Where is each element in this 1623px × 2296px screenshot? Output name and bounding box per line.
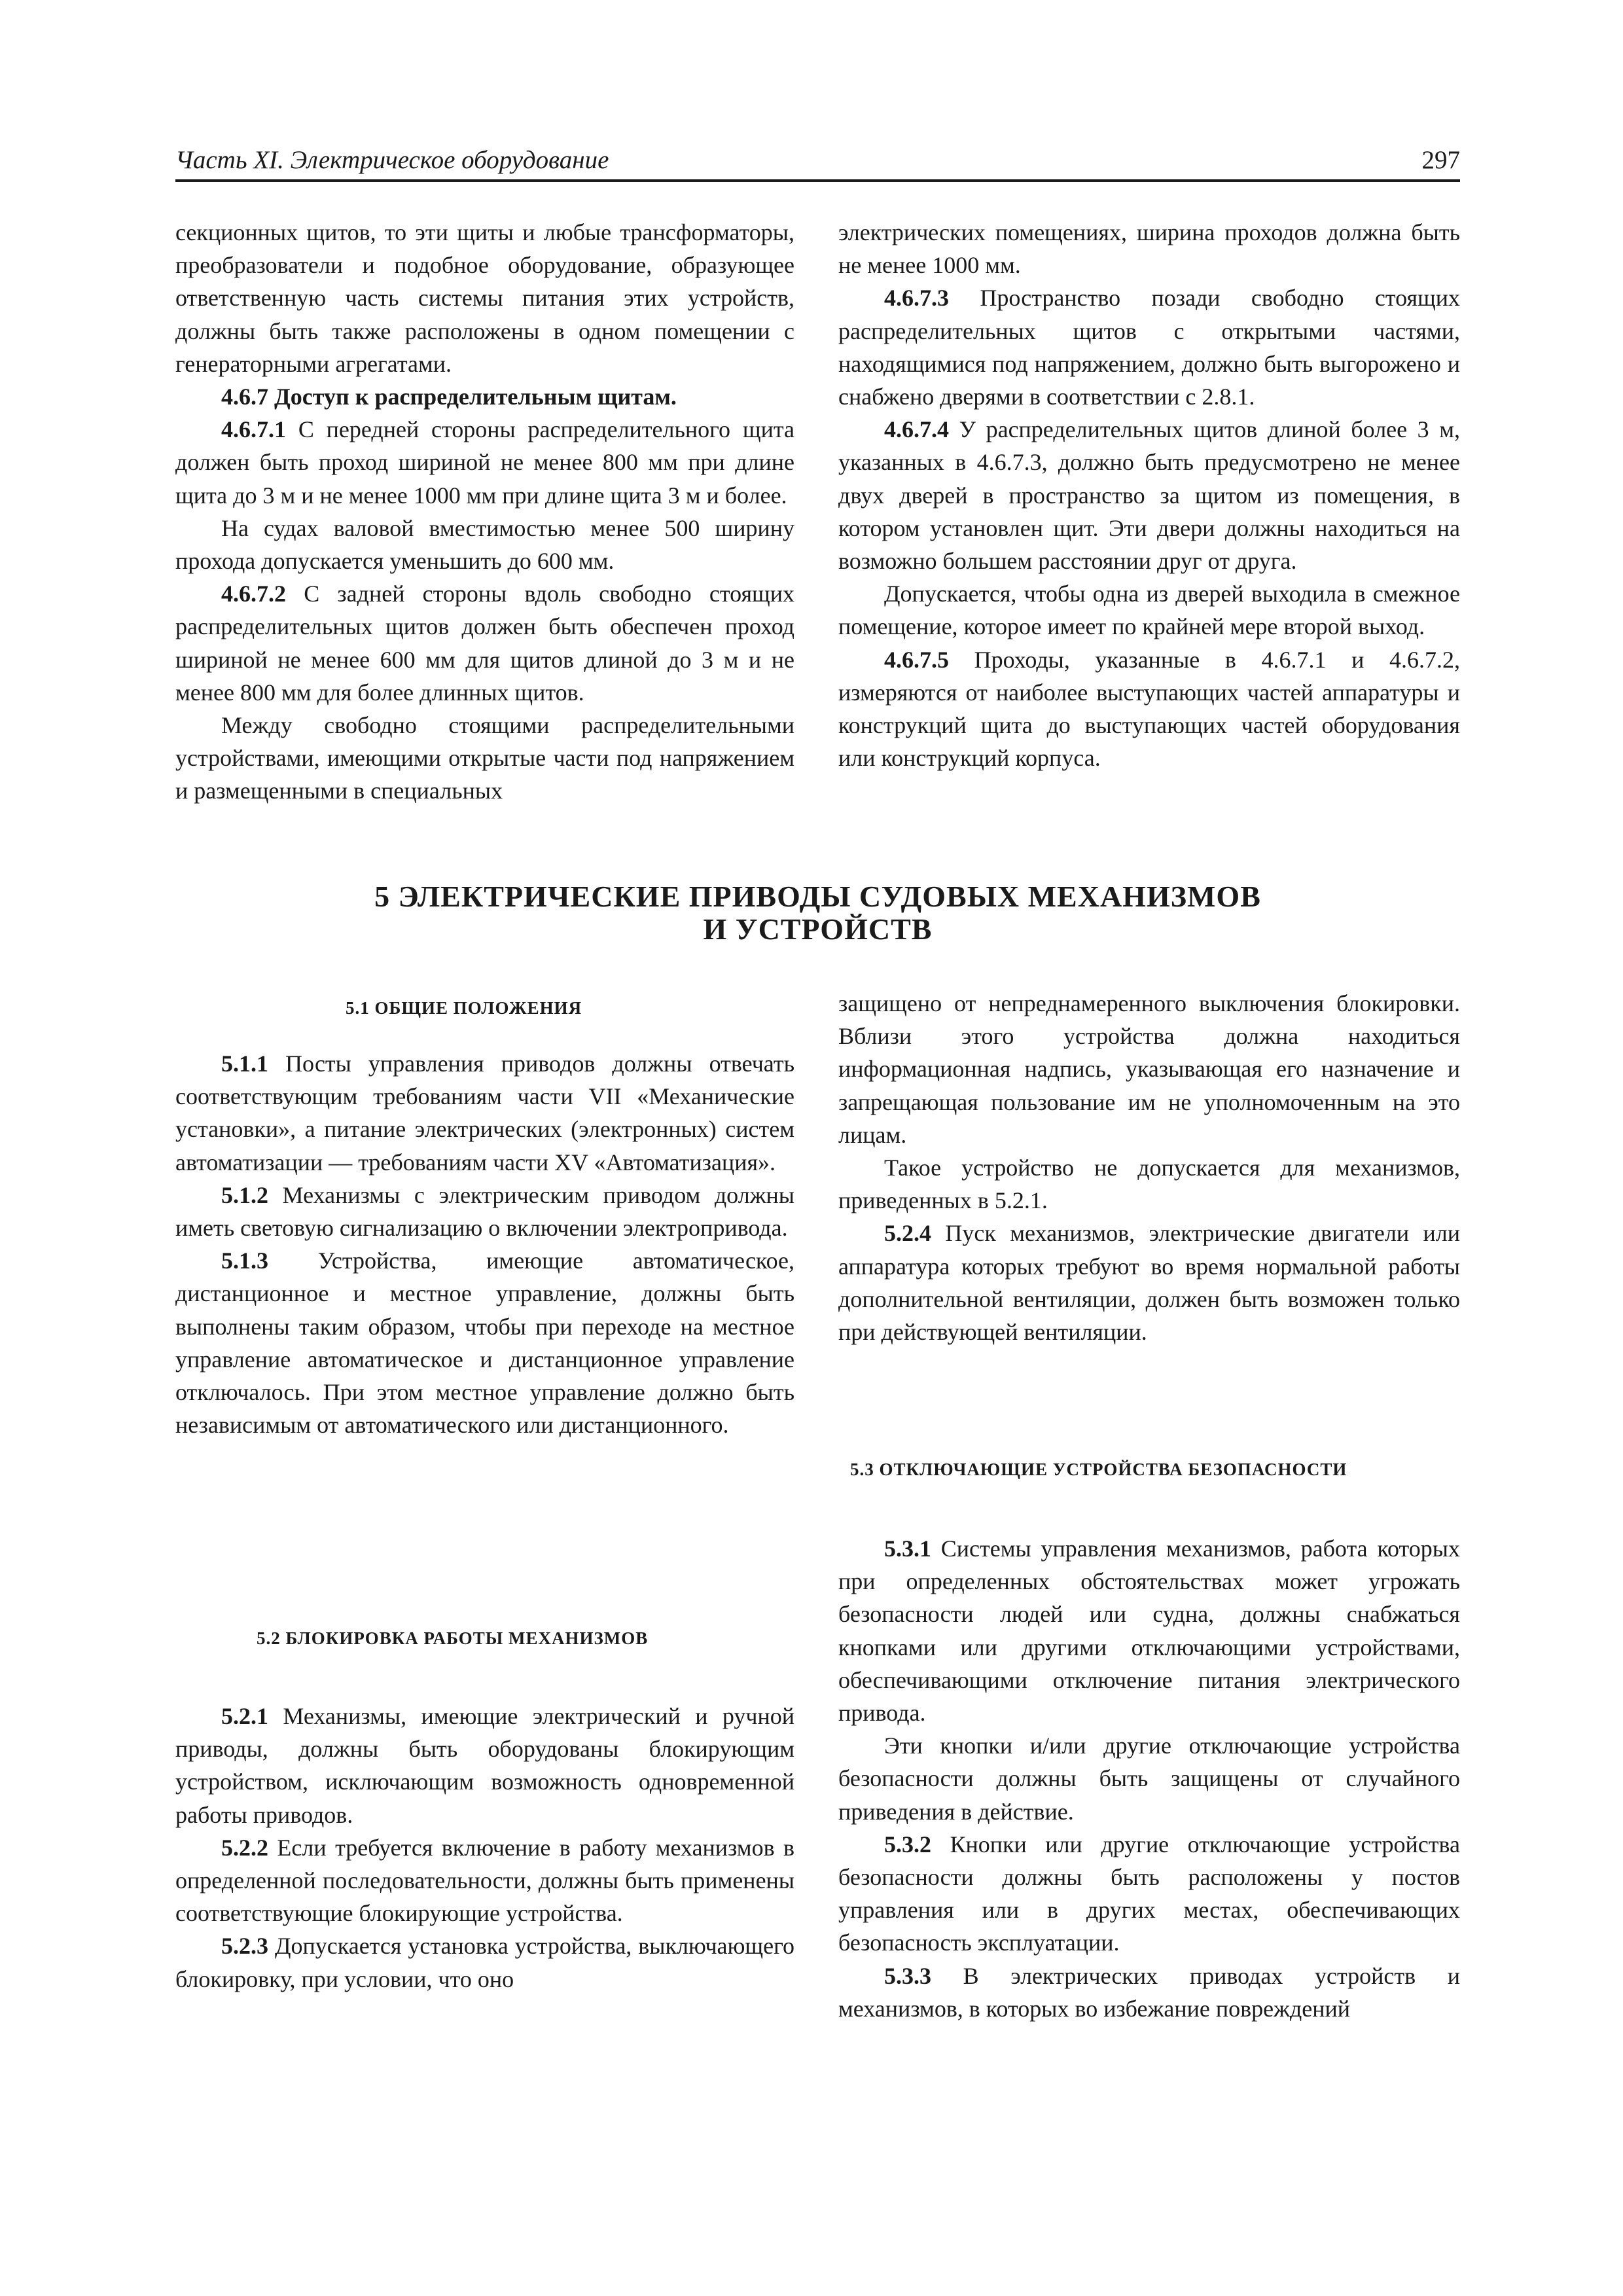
- clause-4-6-7-1: [175, 413, 794, 512]
- paragraph: электрических помещениях, ширина проходов должна быть не менее 1000 мм.: [838, 219, 1460, 279]
- clause-number: 5.2.2: [221, 1834, 268, 1861]
- clause-5-2-4: [838, 1217, 1460, 1348]
- clause-number: 5.3.1: [884, 1535, 931, 1562]
- clause-5-2-3: [175, 1929, 794, 1995]
- running-header: [175, 143, 1460, 182]
- bottom-right-column-a: [838, 987, 1460, 1348]
- paragraph: защищено от непреднамеренного выключения блокировки. Вблизи этого устройства должна находиться информационная надпись, указывающая его назначение и запрещающая пользование им не уполномоченным на это лицам.: [838, 990, 1460, 1148]
- clause-5-3-1: [838, 1532, 1460, 1729]
- clause-4-6-7-3: [838, 281, 1460, 413]
- clause-4-6-7-4: [838, 413, 1460, 577]
- clause-text: Механизмы с электрическим приводом должны иметь световую сигнализацию о включении электропривода.: [175, 1181, 794, 1242]
- bottom-left-column-b: [175, 1700, 794, 1996]
- clause-heading-4-6-7: [175, 380, 794, 413]
- paragraph: На судах валовой вместимостью менее 500 ширину прохода допускается уменьшить до 600 мм.: [175, 514, 794, 575]
- paragraph: секционных щитов, то эти щиты и любые трансформаторы, преобразователи и подобное оборудование, образующее ответственную часть системы питания этих устройств, должны быть также расположены в одном помещении с генераторными агрегатами.: [175, 219, 794, 377]
- clause-text: Проходы, указанные в 4.6.7.1 и 4.6.7.2, измеряются от наиболее выступающих частей аппаратуры и конструкций щита до выступающих частей оборудования или конструкций корпуса.: [838, 646, 1460, 772]
- bottom-right-column-b: [838, 1532, 1460, 2025]
- clause-text: С задней стороны вдоль свободно стоящих распределительных щитов должен быть обеспечен проход шириной не менее 600 мм для щитов длиной до 3 м и не менее 800 мм для более длинных щитов.: [175, 581, 794, 706]
- page-number: 297: [1421, 146, 1460, 174]
- clause-4-6-7-5: [838, 643, 1460, 775]
- clause-text: С передней стороны распределительного щита должен быть проход шириной не менее 800 мм при длине щита до 3 м и не менее 1000 мм при длине щита 3 м и более.: [175, 416, 794, 509]
- clause-text: Допускается установка устройства, выключающего блокировку, при условии, что оно: [175, 1933, 794, 1992]
- clause-5-1-3: [175, 1244, 794, 1441]
- clause-number: 5.2.3: [221, 1933, 268, 1960]
- clause-number: 5.2.1: [221, 1703, 268, 1729]
- section-title: [175, 880, 1460, 946]
- clause-text: В электрических приводах устройств и механизмов, в которых во избежание повреждений: [838, 1962, 1460, 2022]
- paragraph: Эти кнопки и/или другие отключающие устройства безопасности должны быть защищены от случайного приведения в действие.: [838, 1732, 1460, 1825]
- clause-number: 5.1.1: [221, 1050, 268, 1077]
- bottom-left-column-a: [175, 1047, 794, 1441]
- header-title: Часть XI. Электрическое оборудование: [175, 146, 609, 174]
- clause-text: Системы управления механизмов, работа которых при определенных обстоятельствах может угрожать безопасности людей или судна, должны снабжаться кнопками или другими отключающими устройствами, обеспечивающими отключение питания электрического привода.: [838, 1535, 1460, 1727]
- subsection-heading-5-2: 5.2 БЛОКИРОВКА РАБОТЫ МЕХАНИЗМОВ: [257, 1628, 649, 1648]
- clause-text: Если требуется включение в работу механизмов в определенной последовательности, должны быть применены соответствующие блокирующие устройства.: [175, 1834, 794, 1927]
- clause-text: Пространство позади свободно стоящих распределительных щитов с открытыми частями, находящимися под напряжением, должно быть выгорожено и снабжено дверями в соответствии с 2.8.1.: [838, 285, 1460, 410]
- clause-text: Посты управления приводов должны отвечать соответствующим требованиям части VII «Механические установки», а питание электрических (электронных) систем автоматизации — требованиям части XV «Автоматизация».: [175, 1050, 794, 1175]
- clause-5-3-3: [838, 1960, 1460, 2025]
- clause-number: 4.6.7.2: [221, 581, 286, 607]
- clause-5-2-1: [175, 1700, 794, 1831]
- clause-5-1-1: [175, 1047, 794, 1179]
- clause-number: 4.6.7.5: [884, 646, 949, 673]
- clause-5-2-2: [175, 1831, 794, 1930]
- clause-number: 4.6.7.1: [221, 416, 286, 443]
- top-right-column: [838, 216, 1460, 774]
- paragraph: Такое устройство не допускается для механизмов, приведенных в 5.2.1.: [838, 1155, 1460, 1214]
- clause-4-6-7-2: [175, 577, 794, 709]
- clause-text: Устройства, имеющие автоматическое, дистанционное и местное управление, должны быть выполнены таким образом, чтобы при переходе на местное управление автоматическое и дистанционное управление отключалось. При этом местное управление должно быть независимым от автоматического или дистанционного.: [175, 1247, 794, 1439]
- section-title-line-2: И УСТРОЙСТВ: [703, 912, 933, 946]
- clause-number: 5.1.3: [221, 1247, 268, 1274]
- clause-heading-text: 4.6.7 Доступ к распределительным щитам.: [221, 384, 677, 410]
- subsection-heading-5-3: 5.3 ОТКЛЮЧАЮЩИЕ УСТРОЙСТВА БЕЗОПАСНОСТИ: [850, 1460, 1347, 1479]
- clause-number: 5.2.4: [884, 1220, 931, 1247]
- clause-number: 4.6.7.3: [884, 285, 949, 312]
- subsection-heading-5-1: 5.1 ОБЩИЕ ПОЛОЖЕНИЯ: [346, 998, 582, 1018]
- section-title-line-1: 5 ЭЛЕКТРИЧЕСКИЕ ПРИВОДЫ СУДОВЫХ МЕХАНИЗМОВ: [374, 880, 1261, 913]
- clause-number: 5.3.2: [884, 1831, 931, 1857]
- clause-text: У распределительных щитов длиной более 3 м, указанных в 4.6.7.3, должно быть предусмотрено не менее двух дверей в пространство за щитом из помещения, в котором установлен щит. Эти двери должны находиться на возможно большем расстоянии друг от друга.: [838, 416, 1460, 575]
- clause-number: 4.6.7.4: [884, 416, 949, 443]
- paragraph: Между свободно стоящими распределительными устройствами, имеющими открытые части под напряжением и размещенными в специальных: [175, 712, 794, 804]
- clause-number: 5.3.3: [884, 1962, 931, 1989]
- clause-text: Кнопки или другие отключающие устройства безопасности должны быть расположены у постов управления или в других местах, обеспечивающих безопасность эксплуатации.: [838, 1831, 1460, 1956]
- clause-text: Механизмы, имеющие электрический и ручной приводы, должны быть оборудованы блокирующим устройством, исключающим возможность одновременной работы приводов.: [175, 1703, 794, 1828]
- clause-5-3-2: [838, 1828, 1460, 1960]
- paragraph: Допускается, чтобы одна из дверей выходила в смежное помещение, которое имеет по крайней мере второй выход.: [838, 581, 1460, 640]
- top-left-column: [175, 216, 794, 808]
- clause-text: Пуск механизмов, электрические двигатели или аппаратура которых требуют во время нормальной работы дополнительной вентиляции, должен быть возможен только при действующей вентиляции.: [838, 1220, 1460, 1346]
- clause-number: 5.1.2: [221, 1181, 268, 1208]
- clause-5-1-2: [175, 1179, 794, 1244]
